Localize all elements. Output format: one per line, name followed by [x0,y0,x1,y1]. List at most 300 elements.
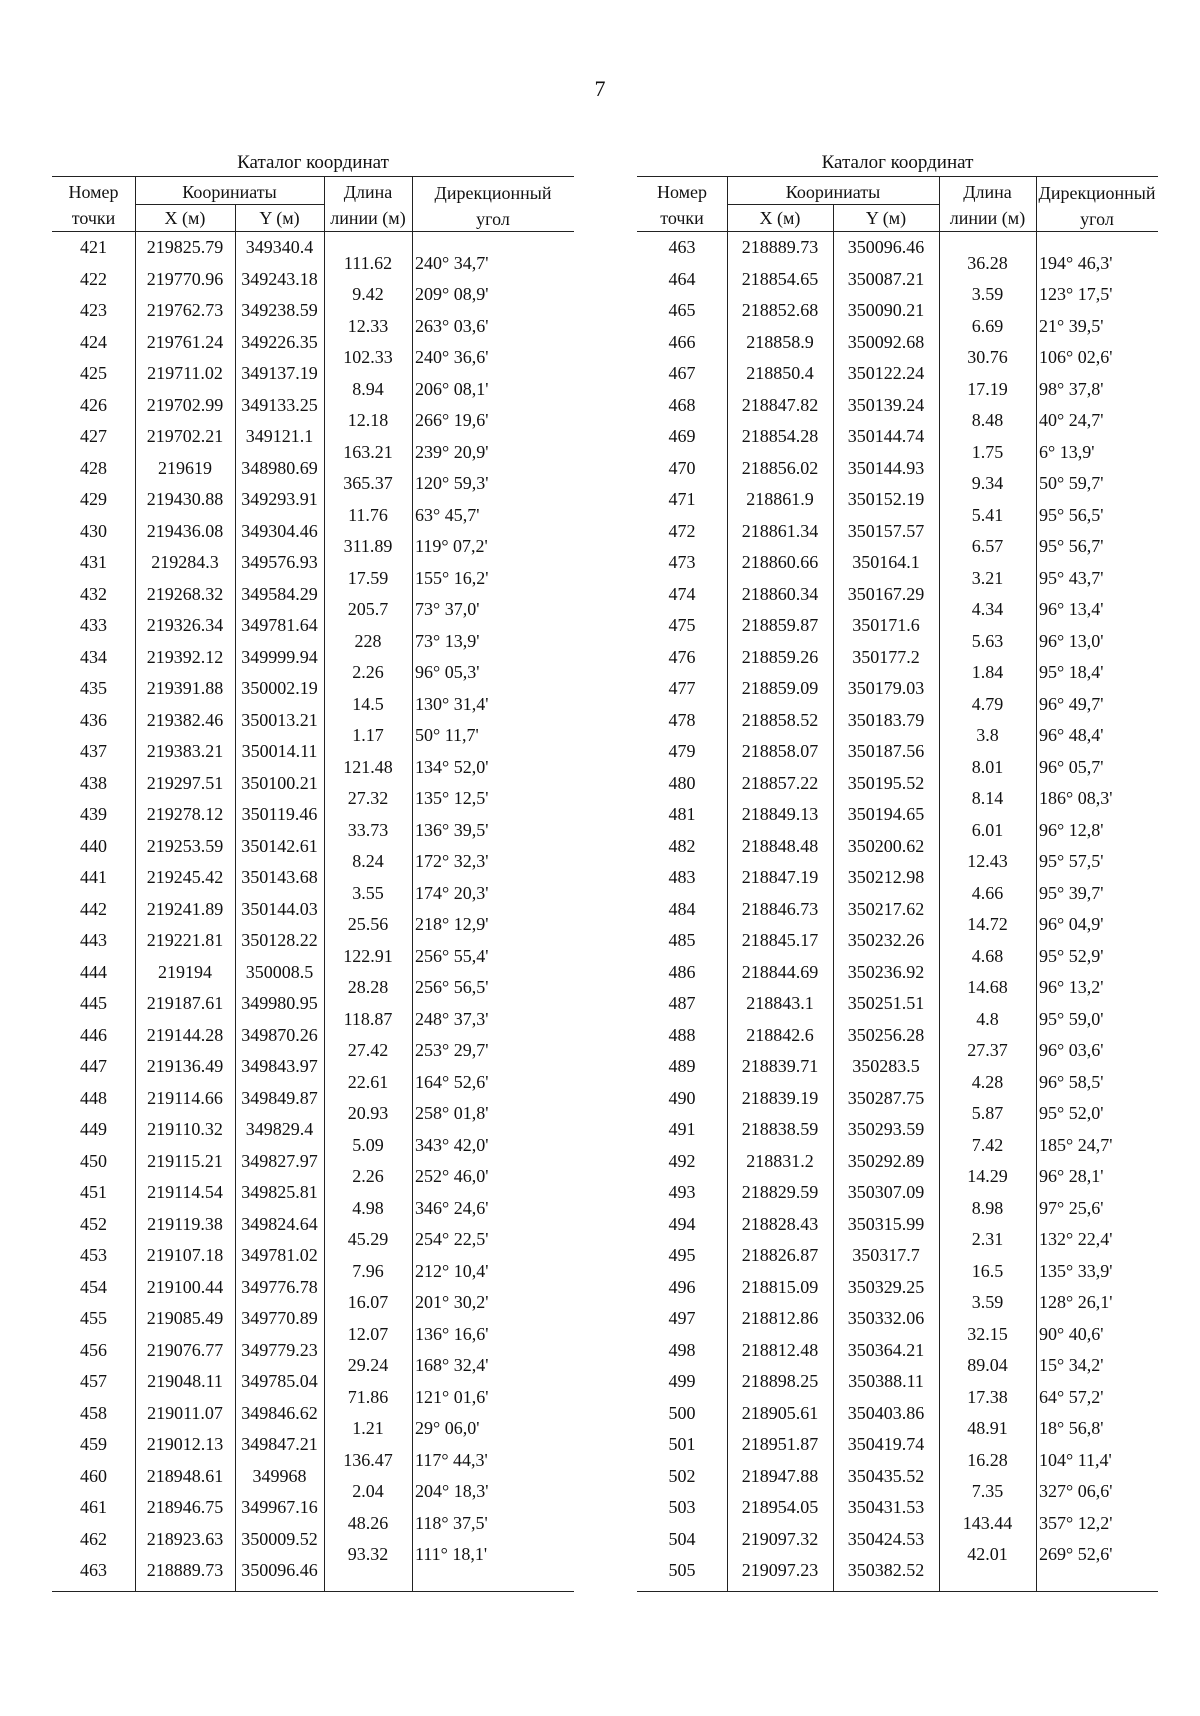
line-length: 4.66 [971,882,1004,903]
y-coordinate: 350014.11 [241,741,318,761]
y-coordinate: 349781.02 [241,1245,318,1265]
segment-row [637,468,1158,500]
segment-row [52,563,574,595]
segment-row [637,1350,1158,1382]
y-coordinate: 350087.21 [847,268,925,289]
x-coordinate: 219770.96 [146,268,224,289]
line-length: 14.29 [967,1166,1008,1187]
x-coordinate: 219115.21 [147,1150,223,1171]
segment-row [637,1382,1158,1414]
point-number: 435 [80,678,107,698]
bearing-angle: 96° 48,4' [1039,725,1104,746]
y-coordinate: 350119.46 [241,804,318,824]
point-number: 441 [80,867,107,887]
point-number: 471 [668,489,696,509]
line-length: 136.47 [343,1449,393,1470]
y-coordinate: 349226.35 [241,331,318,352]
bearing-angle: 95° 39,7' [1039,882,1104,903]
segment-row [637,311,1158,343]
bearing-angle: 95° 18,4' [1039,662,1104,683]
x-coordinate: 218852.68 [741,300,819,320]
segment-row [52,1287,574,1319]
line-length: 118.87 [343,1008,393,1029]
line-length: 12.18 [347,410,389,431]
bearing-angle: 132° 22,4' [1039,1229,1113,1250]
line-length: 3.21 [971,567,1004,588]
point-number: 460 [80,1465,107,1486]
bearing-angle: 96° 13,0' [1039,630,1104,651]
point-number: 437 [80,741,107,761]
x-coordinate: 218923.63 [146,1528,224,1549]
point-number: 458 [80,1402,107,1423]
line-length: 93.32 [347,1544,389,1565]
x-coordinate: 219762.73 [146,300,224,320]
line-length: 3.8 [976,725,999,746]
bearing-angle: 64° 57,2' [1039,1386,1104,1407]
x-coordinate: 219119.38 [147,1213,223,1234]
y-coordinate: 350419.74 [847,1434,925,1454]
x-coordinate: 219761.24 [146,331,224,352]
bearing-angle: 218° 12,9' [415,914,489,935]
y-coordinate: 350090.21 [847,300,925,320]
segment-row [637,1224,1158,1256]
segment-row [52,909,574,941]
point-number: 432 [80,583,107,604]
x-coordinate: 218861.34 [741,520,819,541]
line-length: 8.14 [971,788,1004,809]
bearing-angle: 15° 34,2' [1039,1355,1104,1376]
point-number: 485 [668,930,696,950]
line-length: 12.43 [967,851,1008,872]
catalog-title: Каталог координат [821,152,974,173]
line-length: 8.24 [352,851,384,872]
segment-row [637,1193,1158,1225]
line-length: 22.61 [347,1071,389,1092]
x-coordinate: 218857.22 [741,772,819,793]
y-coordinate: 350287.75 [847,1087,925,1108]
line-length: 30.76 [967,347,1008,368]
bearing-angle: 201° 30,2' [415,1292,489,1313]
segment-row [52,594,574,626]
point-number: 505 [668,1560,696,1580]
point-number: 498 [668,1339,696,1360]
bearing-angle: 120° 59,3' [415,473,489,494]
line-length: 17.59 [347,567,389,588]
bearing-angle: 248° 37,3' [415,1008,489,1029]
segment-row [637,878,1158,910]
bearing-angle: 104° 11,4' [1039,1449,1112,1470]
table-body [637,232,1158,1592]
x-coordinate: 218838.59 [741,1119,819,1139]
y-coordinate: 350212.98 [847,867,925,887]
x-coordinate: 218889.73 [146,1560,224,1580]
line-length: 16.5 [971,1260,1004,1281]
line-length: 16.07 [347,1292,389,1313]
y-coordinate: 349849.87 [241,1087,318,1108]
segment-row [637,374,1158,406]
point-number: 461 [80,1497,107,1517]
y-coordinate: 349824.64 [241,1213,318,1234]
header-bearing-2: угол [1080,209,1114,229]
header-x: X (м) [164,208,206,228]
line-length: 143.44 [962,1512,1013,1533]
segment-row [637,1004,1158,1036]
segment-row [637,657,1158,689]
y-coordinate: 350431.53 [847,1497,925,1517]
point-number: 434 [80,646,107,667]
y-coordinate: 349781.64 [241,615,318,635]
line-length: 17.38 [967,1386,1008,1407]
point-number: 447 [80,1056,107,1076]
segment-row [52,689,574,721]
point-number: 462 [80,1528,107,1549]
y-coordinate: 350329.25 [847,1276,925,1297]
x-coordinate: 219253.59 [146,835,224,856]
y-coordinate: 350100.21 [241,772,318,793]
bearing-angle: 209° 08,9' [415,284,489,305]
segment-row [637,563,1158,595]
x-coordinate: 219391.88 [146,678,224,698]
bearing-angle: 40° 24,7' [1039,410,1104,431]
bearing-angle: 106° 02,6' [1039,347,1113,368]
point-number: 493 [668,1182,696,1202]
x-coordinate: 218948.61 [146,1465,224,1486]
point-number: 423 [80,300,107,320]
point-number: 466 [668,331,696,352]
line-length: 48.26 [347,1512,389,1533]
line-length: 5.63 [971,630,1004,651]
x-coordinate: 218831.2 [746,1150,814,1171]
bearing-angle: 96° 03,6' [1039,1040,1104,1061]
segment-row [52,1130,574,1162]
segment-row [52,657,574,689]
y-coordinate: 349785.04 [241,1371,318,1391]
point-number: 442 [80,898,107,919]
line-length: 6.69 [971,315,1004,336]
x-coordinate: 218849.13 [741,804,819,824]
line-length: 1.75 [971,441,1004,462]
y-coordinate: 350152.19 [847,489,925,509]
segment-row [637,531,1158,563]
header-point-no-2: точки [660,208,704,228]
bearing-angle: 6° 13,9' [1039,441,1095,462]
line-length: 25.56 [347,914,389,935]
y-coordinate: 349304.46 [241,520,318,541]
line-length: 6.57 [971,536,1004,557]
line-length: 2.26 [352,1166,384,1187]
point-number: 463 [80,1560,107,1580]
y-coordinate: 350307.09 [847,1182,925,1202]
point-number: 426 [80,394,107,415]
segment-row [637,1508,1158,1540]
y-coordinate: 349829.4 [245,1119,314,1139]
x-coordinate: 218839.71 [741,1056,819,1076]
segment-row [52,1098,574,1130]
point-number: 463 [668,237,696,257]
x-coordinate: 218845.17 [741,930,819,950]
x-coordinate: 218812.86 [741,1308,819,1328]
line-length: 71.86 [347,1386,389,1407]
bearing-angle: 240° 34,7' [415,252,489,273]
x-coordinate: 218859.26 [741,646,819,667]
line-length: 4.8 [976,1008,999,1029]
x-coordinate: 219268.32 [146,583,224,604]
x-coordinate: 219619 [158,457,212,478]
y-coordinate: 349779.23 [241,1339,318,1360]
header-y: Y (м) [865,208,907,228]
line-length: 48.91 [967,1418,1008,1439]
point-number: 421 [80,237,107,257]
line-length: 17.19 [967,378,1008,399]
y-coordinate: 350008.5 [245,961,314,982]
line-length: 14.5 [352,693,384,714]
point-number: 445 [80,993,107,1013]
y-coordinate: 350200.62 [847,835,925,856]
bearing-angle: 123° 17,5' [1039,284,1113,305]
segment-row [52,1004,574,1036]
y-coordinate: 349827.97 [241,1150,318,1171]
bearing-angle: 357° 12,2' [1039,1512,1113,1533]
point-number: 500 [668,1402,696,1423]
bearing-angle: 50° 11,7' [415,725,479,746]
point-number: 472 [668,520,696,541]
point-number: 495 [668,1245,696,1265]
bearing-angle: 206° 08,1' [415,378,489,399]
header-coordinates: Коориниаты [785,182,881,202]
point-number: 443 [80,930,107,950]
bearing-angle: 174° 20,3' [415,882,489,903]
header-point-no-2: точки [71,208,116,228]
x-coordinate: 219326.34 [146,615,224,635]
x-coordinate: 218847.19 [741,867,819,887]
header-point-no: Номер [656,182,708,202]
segment-row [637,1067,1158,1099]
bearing-angle: 18° 56,8' [1039,1418,1104,1439]
line-length: 14.68 [967,977,1008,998]
y-coordinate: 350002.19 [241,678,318,698]
y-coordinate: 349776.78 [241,1276,318,1297]
line-length: 4.68 [971,945,1004,966]
bearing-angle: 96° 12,8' [1039,819,1104,840]
coordinate-catalog-left [52,150,574,1592]
y-coordinate: 349576.93 [241,552,318,572]
point-number: 451 [80,1182,107,1202]
point-number: 452 [80,1213,107,1234]
point-number: 482 [668,835,696,856]
y-coordinate: 350144.74 [847,426,925,446]
bearing-angle: 96° 04,9' [1039,914,1104,935]
x-coordinate: 218951.87 [741,1434,819,1454]
bearing-angle: 135° 33,9' [1039,1260,1113,1281]
segment-row [52,1539,574,1571]
segment-row [637,1098,1158,1130]
point-number: 475 [668,615,696,635]
y-coordinate: 349870.26 [241,1024,318,1045]
line-length: 27.32 [347,788,389,809]
point-number: 490 [668,1087,696,1108]
segment-row [52,720,574,752]
y-coordinate: 349584.29 [241,583,318,604]
point-number: 484 [668,898,696,919]
bearing-angle: 118° 37,5' [415,1512,488,1533]
segment-row [52,1413,574,1445]
point-number: 424 [80,331,107,352]
y-coordinate: 349243.18 [241,268,318,289]
line-length: 29.24 [347,1355,389,1376]
segment-row [52,468,574,500]
bearing-angle: 164° 52,6' [415,1071,489,1092]
line-length: 9.34 [971,473,1004,494]
bearing-angle: 263° 03,6' [415,315,489,336]
y-coordinate: 350128.22 [241,930,318,950]
y-coordinate: 350187.56 [847,741,925,761]
y-coordinate: 350236.92 [847,961,925,982]
point-number: 456 [80,1339,107,1360]
segment-row [52,1350,574,1382]
bearing-angle: 134° 52,0' [415,756,489,777]
segment-row [52,531,574,563]
segment-row [52,783,574,815]
point-number: 459 [80,1434,107,1454]
x-coordinate: 218946.75 [146,1497,224,1517]
header-length: Длина [963,182,1012,202]
segment-row [52,1256,574,1288]
line-length: 27.42 [347,1040,389,1061]
line-length: 7.35 [971,1481,1004,1502]
line-length: 4.79 [971,693,1004,714]
segment-row [637,909,1158,941]
point-number: 468 [668,394,696,415]
x-coordinate: 218905.61 [741,1402,819,1423]
bearing-angle: 204° 18,3' [415,1481,489,1502]
line-length: 111.62 [343,252,393,273]
bearing-angle: 240° 36,6' [415,347,489,368]
line-length: 2.04 [352,1481,384,1502]
x-coordinate: 218854.65 [741,268,819,289]
bearing-angle: 96° 05,3' [415,662,480,683]
x-coordinate: 218954.05 [741,1497,819,1517]
y-coordinate: 350195.52 [847,772,925,793]
segment-row [52,1161,574,1193]
point-number: 454 [80,1276,107,1297]
segment-row [637,1287,1158,1319]
line-length: 365.37 [343,473,393,494]
segment-row [52,405,574,437]
line-length: 8.01 [971,756,1004,777]
y-coordinate: 350096.46 [847,237,925,257]
point-number: 446 [80,1024,107,1045]
segment-row [52,878,574,910]
segment-row [52,1476,574,1508]
x-coordinate: 219097.32 [741,1528,819,1549]
bearing-angle: 128° 26,1' [1039,1292,1113,1313]
bearing-angle: 130° 31,4' [415,693,489,714]
y-coordinate: 350315.99 [847,1213,925,1234]
point-number: 431 [80,552,107,572]
y-coordinate: 350092.68 [847,331,925,352]
point-number: 481 [668,804,696,824]
bearing-angle: 343° 42,0' [415,1134,489,1155]
bearing-angle: 73° 13,9' [415,630,480,651]
segment-row [637,1256,1158,1288]
segment-row [52,752,574,784]
bearing-angle: 266° 19,6' [415,410,489,431]
bearing-angle: 121° 01,6' [415,1386,489,1407]
x-coordinate: 219144.28 [146,1024,224,1045]
line-length: 205.7 [347,599,389,620]
segment-row [637,1445,1158,1477]
x-coordinate: 219114.54 [147,1182,223,1202]
segment-row [637,626,1158,658]
x-coordinate: 219825.79 [146,237,224,257]
point-number: 504 [668,1528,696,1549]
bearing-angle: 73° 37,0' [415,599,480,620]
line-length: 32.15 [967,1323,1008,1344]
line-length: 4.28 [971,1071,1004,1092]
line-length: 4.98 [352,1197,384,1218]
bearing-angle: 95° 59,0' [1039,1008,1104,1029]
x-coordinate: 218859.87 [741,615,819,635]
y-coordinate: 350171.6 [852,615,920,635]
line-length: 8.98 [971,1197,1004,1218]
bearing-angle: 98° 37,8' [1039,378,1104,399]
y-coordinate: 350232.26 [847,930,925,950]
y-coordinate: 349238.59 [241,300,318,320]
line-length: 3.55 [352,882,384,903]
point-number: 457 [80,1371,107,1391]
bearing-angle: 63° 45,7' [415,504,480,525]
x-coordinate: 218898.25 [741,1371,819,1391]
point-number: 449 [80,1119,107,1139]
segment-row [52,1193,574,1225]
x-coordinate: 219436.08 [146,520,224,541]
bearing-angle: 155° 16,2' [415,567,489,588]
point-number: 467 [668,363,696,383]
bearing-angle: 96° 49,7' [1039,693,1104,714]
bearing-angle: 256° 56,5' [415,977,489,998]
y-coordinate: 350143.68 [241,867,318,887]
y-coordinate: 349847.21 [241,1434,318,1454]
y-coordinate: 350144.03 [241,898,318,919]
point-number: 429 [80,489,107,509]
segment-row [52,342,574,374]
y-coordinate: 350382.52 [847,1560,925,1580]
point-number: 425 [80,363,107,383]
header-bearing: Дирекционный [1038,183,1156,203]
segment-row [52,1035,574,1067]
x-coordinate: 219284.3 [151,552,219,572]
bearing-angle: 95° 52,9' [1039,945,1104,966]
point-number: 480 [668,772,696,793]
bearing-angle: 29° 06,0' [415,1418,480,1439]
bearing-angle: 96° 28,1' [1039,1166,1104,1187]
x-coordinate: 218860.66 [741,552,819,572]
bearing-angle: 50° 59,7' [1039,473,1104,494]
x-coordinate: 218859.09 [741,678,819,698]
y-coordinate: 350167.29 [847,583,925,604]
y-coordinate: 350435.52 [847,1465,925,1486]
point-number: 477 [668,678,696,698]
segment-row [637,1476,1158,1508]
y-coordinate: 349846.62 [241,1402,318,1423]
bearing-angle: 95° 57,5' [1039,851,1104,872]
point-number: 427 [80,426,107,446]
y-coordinate: 350157.57 [847,520,925,541]
x-coordinate: 218861.9 [746,489,814,509]
x-coordinate: 219702.99 [146,394,224,415]
bearing-angle: 119° 07,2' [415,536,488,557]
x-coordinate: 219011.07 [147,1402,223,1423]
